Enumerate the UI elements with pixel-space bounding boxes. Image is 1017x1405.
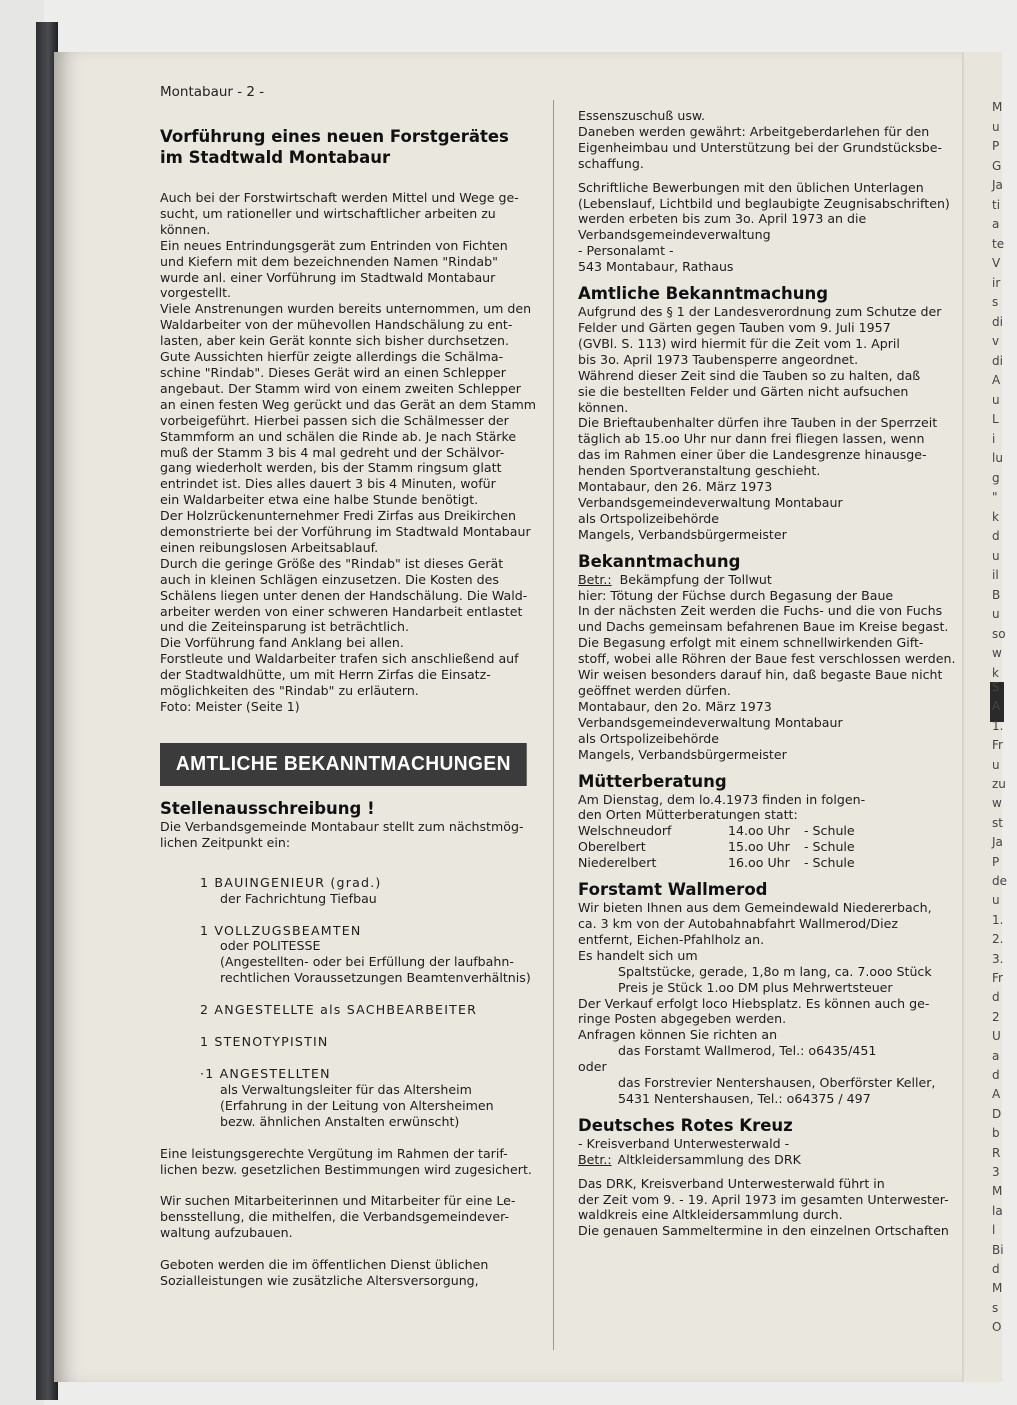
rt2-line-2: (Lebenslauf, Lichtbild und beglaubigte Zeugnisabschriften)	[578, 195, 950, 211]
forst-title: Forstamt Wallmerod	[578, 880, 768, 900]
drk-line-3: waldkreis eine Altkleidersammlung durch.	[578, 1207, 843, 1223]
bekannt-line: Montabaur, den 2o. März 1973	[578, 698, 772, 714]
article-line: ein Waldarbeiter etwa eine halbe Stunde benötigt.	[160, 492, 479, 508]
forst-line-3: entfernt, Eichen-Pfahlholz an.	[578, 931, 765, 947]
bekannt-line: stoff, wobei alle Röhren der Baue fest verschlossen werden.	[578, 651, 956, 667]
next-page-fragment: 1.	[992, 912, 1004, 927]
article-line: auch in kleinen Schlägen einzusetzen. Die Kosten des	[160, 571, 499, 587]
next-page-fragment: O	[992, 1320, 1002, 1335]
next-page-fragment: Bi	[992, 1242, 1004, 1257]
article-line: entrindet ist. Dies alles dauert 3 bis 4 Minuten, wofür	[160, 476, 496, 492]
position-3-title: 2 ANGESTELLTE als SACHBEARBEITER	[200, 1002, 478, 1018]
bekannt-body	[578, 603, 958, 714]
next-page-fragment: R	[992, 1145, 1001, 1160]
position-1-sub: der Fachrichtung Tiefbau	[220, 890, 377, 906]
next-page-fragment: s	[992, 295, 999, 309]
next-page-fragment: u	[992, 607, 1000, 621]
muetter-line-2: den Orten Mütterberatungen statt:	[578, 807, 798, 823]
schedule-time: 16.oo Uhr	[728, 855, 790, 871]
next-page-fragment: b	[992, 1126, 1000, 1141]
position-5-sub-3: bezw. ähnlichen Anstalten erwünscht)	[220, 1113, 460, 1129]
next-page-fragment: ti	[992, 197, 1001, 212]
next-page-fragment: 1.	[992, 718, 1004, 733]
next-page-fragment: s	[992, 1300, 999, 1315]
amtliche-body	[578, 304, 958, 495]
forst-line-1: Wir bieten Ihnen aus dem Gemeindewald Niedererbach,	[578, 900, 932, 916]
next-page-fragment: ir	[992, 275, 1001, 290]
next-page-fragment: u	[992, 392, 1000, 407]
bekannt-betr-text: Bekämpfung der Tollwut	[619, 571, 772, 587]
schedule-time: 14.oo Uhr	[728, 823, 790, 839]
next-page-fragment: a	[992, 217, 1000, 231]
article-line: Schälens liegen unter denen der Handschälung. Die Wald-	[160, 587, 528, 603]
position-5-sub-1: als Verwaltungsleiter für das Altersheim	[220, 1081, 472, 1097]
next-page-fragment: w	[992, 646, 1002, 660]
stellen-para2-line1: Wir suchen Mitarbeiterinnen und Mitarbeiter für eine Le-	[160, 1193, 516, 1209]
table-row	[578, 823, 855, 839]
bekannt-sign-1: Verbandsgemeindeverwaltung Montabaur	[578, 714, 843, 730]
next-page-fragment: 2	[992, 1009, 1000, 1024]
article-line: der Stadtwaldhütte, um mit Herrn Zirfas die Einsatz-	[160, 667, 491, 683]
amtliche-line: Während dieser Zeit sind die Tauben so zu halten, daß	[578, 367, 921, 383]
amtliche-sign-1: Verbandsgemeindeverwaltung Montabaur	[578, 494, 843, 510]
article-line: demonstrierte bei der Vorführung im Stadtwald Montabaur	[160, 524, 531, 540]
next-page-fragment: u	[992, 548, 1000, 563]
next-page-fragment: di	[992, 353, 1003, 368]
stellen-para2-line2: bensstellung, die mithelfen, die Verbandsgemeindever-	[160, 1209, 509, 1225]
next-page-fragment: V	[992, 256, 1001, 270]
amtliche-line: können.	[578, 399, 629, 415]
column-separator	[553, 100, 554, 1350]
next-page-fragment: A	[992, 1087, 1001, 1102]
article-line: vorgestellt.	[160, 285, 232, 301]
bekannt-line: In der nächsten Zeit werden die Fuchs- und die von Fuchs	[578, 603, 943, 619]
article-body	[160, 190, 546, 715]
next-page-fragment: P	[992, 139, 1000, 153]
bekannt-line: Wir weisen besonders darauf hin, daß begaste Baue nicht	[578, 667, 943, 683]
next-page-fragment: u	[992, 757, 1000, 772]
bekannt-line: geöffnet werden dürfen.	[578, 683, 731, 698]
next-page-fragment: d	[992, 1068, 1000, 1082]
next-page-fragment: di	[992, 314, 1003, 329]
table-row	[578, 839, 855, 855]
schedule-place: Welschneudorf	[578, 823, 672, 839]
next-page-fragment: 3	[992, 1165, 1000, 1179]
article-line: angebaut. Der Stamm wird von einem zweiten Schlepper	[160, 380, 521, 396]
section-banner: AMTLICHE BEKANNTMACHUNGEN	[160, 743, 527, 786]
article-line: Forstleute und Waldarbeiter trafen sich anschließend auf	[160, 651, 519, 667]
next-page-fragment: de	[992, 874, 1007, 888]
forst2-line-3: Anfragen können Sie richten an	[578, 1027, 778, 1043]
next-page-fragment: B	[992, 587, 1001, 602]
article-line: vorbeigeführt. Hierbei passen sich die Schälmesser der	[160, 412, 509, 428]
next-page-fragment: U	[992, 1029, 1001, 1044]
position-2	[200, 923, 546, 987]
next-page-fragment: G	[992, 158, 1002, 173]
stellen-para3-line2: Sozialleistungen wie zusätzliche Altersversorgung,	[160, 1273, 479, 1289]
schedule-what: - Schule	[804, 839, 855, 855]
stellen-para1-line1: Eine leistungsgerechte Vergütung im Rahmen der tarif-	[160, 1145, 508, 1161]
article-line: Die Vorführung fand Anklang bei allen.	[160, 635, 404, 651]
next-page-fragment: k	[992, 509, 999, 524]
next-page-fragment: lu	[992, 451, 1003, 465]
next-page-fragment: u	[992, 119, 1000, 134]
bekannt-title: Bekanntmachung	[578, 551, 741, 571]
position-4-title: 1 STENOTYPISTIN	[200, 1034, 329, 1050]
muetter-title: Mütterberatung	[578, 771, 727, 791]
position-2-sub-1: oder POLITESSE	[220, 938, 321, 954]
stellen-para2-line3: waltung aufzubauen.	[160, 1225, 293, 1241]
next-page-fragment: w	[992, 796, 1002, 811]
article-line: Foto: Meister (Seite 1)	[160, 699, 300, 714]
muetter-line-1: Am Dienstag, dem lo.4.1973 finden in folgen-	[578, 791, 866, 807]
schedule-what: - Schule	[804, 823, 855, 839]
next-page-fragment: d	[992, 990, 1000, 1005]
article-line: können.	[160, 221, 211, 237]
article-line: an einen festen Weg gerückt und das Gerät an dem Stamm	[160, 396, 537, 412]
schedule-time: 15.oo Uhr	[728, 839, 790, 855]
drk-betr-text: Altkleidersammlung des DRK	[617, 1151, 801, 1167]
article-line: schine "Rindab". Dieses Gerät wird an einen Schlepper	[160, 364, 506, 380]
stellen-intro-1: Die Verbandsgemeinde Montabaur stellt zum nächstmög-	[160, 818, 524, 834]
amtliche-sign-3: Mangels, Verbandsbürgermeister	[578, 526, 787, 542]
left-column	[160, 126, 546, 1289]
forst-addr-2a: das Forstrevier Nentershausen, Oberförster Keller,	[618, 1075, 936, 1091]
schedule-place: Oberelbert	[578, 839, 646, 855]
next-page-fragment: d	[992, 529, 1000, 543]
amtliche-line: Die Brieftaubenhalter dürfen ihre Tauben in der Sperrzeit	[578, 415, 938, 431]
rt-line-3: Eigenheimbau und Unterstützung bei der Grundstücksbe-	[578, 139, 942, 155]
article-line: wurde anl. einer Vorführung im Stadtwald Montabaur	[160, 269, 496, 285]
bekannt-sign-2: als Ortspolizeibehörde	[578, 730, 720, 746]
article-line: muß der Stamm 3 bis 4 mal gedreht und der Schälvor-	[160, 444, 505, 460]
drk-sub: - Kreisverband Unterwesterwald -	[578, 1135, 790, 1151]
amtliche-line: sie die bestellten Felder und Gärten nicht aufsuchen	[578, 383, 909, 399]
rt-addr-1: Verbandsgemeindeverwaltung	[578, 227, 771, 243]
position-1	[200, 875, 546, 907]
bekannt-betr-label: Betr.:	[578, 571, 612, 587]
drk-line-2: der Zeit vom 9. - 19. April 1973 im gesamten Unterwester-	[578, 1191, 949, 1207]
next-page-fragment: il	[992, 568, 999, 582]
next-page-fragment: Fr	[992, 738, 1003, 753]
article-line: Ein neues Entrindungsgerät zum Entrinden von Fichten	[160, 237, 508, 253]
article-line: und die Zeiteinsparung ist beträchtlich.	[160, 619, 409, 635]
next-page-fragment: Fr	[992, 971, 1003, 985]
muetter-schedule	[578, 823, 855, 871]
bekannt-betr	[578, 572, 958, 588]
article-title	[160, 126, 546, 168]
article-line: Auch bei der Forstwirtschaft werden Mittel und Wege ge-	[160, 190, 519, 205]
rt-addr-3: 543 Montabaur, Rathaus	[578, 259, 734, 275]
next-page-fragment: A	[992, 699, 1001, 714]
page-header: Montabaur - 2 -	[160, 84, 265, 100]
amtliche-line: Felder und Gärten gegen Tauben vom 9. Juli 1957	[578, 319, 891, 335]
rt2-line-3: werden erbeten bis zum 3o. April 1973 an die	[578, 211, 867, 227]
next-page-fragment: 3.	[992, 951, 1004, 966]
next-page-fragment: M	[992, 1281, 1003, 1296]
amtliche-sign-2: als Ortspolizeibehörde	[578, 510, 720, 526]
next-page-fragment: Ja	[992, 835, 1003, 850]
rt-line-4: schaffung.	[578, 155, 644, 171]
next-page-fragment: st	[992, 815, 1003, 830]
position-3	[200, 1002, 546, 1018]
position-5	[200, 1066, 546, 1130]
next-page-fragment: i	[992, 431, 996, 446]
stellen-title: Stellenausschreibung !	[160, 798, 375, 818]
position-2-sub-3: rechtlichen Voraussetzungen Beamtenverhältnis)	[220, 970, 531, 986]
article-line: einen reibungslosen Arbeitsablauf.	[160, 539, 379, 555]
next-page-edge	[962, 52, 1007, 1382]
position-4	[200, 1034, 546, 1050]
next-page-fragment: a	[992, 1048, 1000, 1063]
position-5-title: ·1 ANGESTELLTEN	[200, 1065, 331, 1081]
article-line: arbeiter werden von einer schweren Handarbeit entlastet	[160, 603, 523, 619]
drk-betr-label: Betr.:	[578, 1151, 612, 1167]
next-page-fragment: k	[992, 665, 999, 680]
forst-line-2: ca. 3 km von der Autobahnabfahrt Wallmerod/Diez	[578, 915, 898, 931]
forst-addr-2b: 5431 Nentershausen, Tel.: o64375 / 497	[618, 1090, 871, 1106]
position-1-title: 1 BAUINGENIEUR (grad.)	[200, 874, 382, 890]
next-page-fragment: g	[992, 470, 1000, 485]
article-line: Viele Anstrenungen wurden bereits unternommen, um den	[160, 301, 532, 317]
forst-oder: oder	[578, 1059, 607, 1075]
bekannt-sign-3: Mangels, Verbandsbürgermeister	[578, 746, 787, 762]
drk-line-4: Die genauen Sammeltermine in den einzelnen Ortschaften	[578, 1223, 949, 1239]
article-line: Stammform an und schälen die Rinde ab. Je nach Stärke	[160, 428, 517, 444]
table-row	[578, 855, 855, 871]
next-page-fragment: A	[992, 373, 1001, 387]
next-page-fragment: "	[992, 490, 998, 504]
article-line: und Kiefern mit dem bezeichnenden Namen "Rindab"	[160, 253, 498, 269]
forst-ind-2: Preis je Stück 1.oo DM plus Mehrwertsteuer	[618, 979, 893, 995]
schedule-what: - Schule	[804, 855, 855, 871]
position-2-sub-2: (Angestellten- oder bei Erfüllung der laufbahn-	[220, 954, 514, 970]
next-page-fragment: M	[992, 100, 1003, 114]
drk-betr	[578, 1152, 958, 1168]
stellen-intro-2: lichen Zeitpunkt ein:	[160, 834, 291, 850]
forst2-line-1: Der Verkauf erfolgt loco Hiebsplatz. Es können auch ge-	[578, 995, 930, 1011]
next-page-fragment: so	[992, 626, 1006, 641]
rt2-line-1: Schriftliche Bewerbungen mit den üblichen Unterlagen	[578, 179, 924, 195]
amtliche-line: das im Rahmen einer über die Landesgrenze hinausge-	[578, 447, 927, 463]
next-page-fragment: M	[992, 1184, 1003, 1199]
forst-ind-1: Spaltstücke, gerade, 1,8o m lang, ca. 7.ooo Stück	[618, 963, 932, 979]
position-5-sub-2: (Erfahrung in der Leitung von Altersheimen	[220, 1097, 494, 1113]
amtliche-line: henden Sportveranstaltung geschieht.	[578, 463, 821, 479]
schedule-place: Niederelbert	[578, 855, 657, 871]
position-2-title: 1 VOLLZUGSBEAMTEN	[200, 922, 362, 938]
forst-line-4: Es handelt sich um	[578, 947, 698, 963]
article-line: lasten, aber kein Gerät konnte sich bisher durchsetzen.	[160, 333, 510, 349]
forst2-line-2: ringe Posten abgegeben werden.	[578, 1011, 787, 1027]
forst-addr-1: das Forstamt Wallmerod, Tel.: o6435/451	[618, 1043, 877, 1059]
article-line: gang wiederholt werden, bis der Stamm ringsum glatt	[160, 460, 502, 476]
article-title-line-2: im Stadtwald Montabaur	[160, 148, 391, 167]
right-column	[578, 108, 958, 1239]
rt-addr-2: - Personalamt -	[578, 243, 674, 259]
article-line: sucht, um rationeller und wirtschaftlicher arbeiten zu	[160, 205, 496, 221]
next-page-fragment: S	[992, 680, 1000, 694]
next-page-fragment: u	[992, 893, 1000, 908]
article-title-line-1: Vorführung eines neuen Forstgerätes	[160, 127, 509, 146]
bekannt-line: und Dachs gemeinsam befahrenen Baue im Kreise begast.	[578, 619, 949, 635]
next-page-fragment: L	[992, 412, 999, 426]
rt-line-2: Daneben werden gewährt: Arbeitgeberdarlehen für den	[578, 123, 930, 139]
article-line: möglichkeiten des "Rindab" zu erläutern.	[160, 683, 419, 699]
stellen-para1-line2: lichen bezw. gesetzlichen Bestimmungen wird zugesichert.	[160, 1161, 532, 1177]
next-page-fragment: D	[992, 1106, 1002, 1121]
bekannt-line: Die Begasung erfolgt mit einem schnellwirkenden Gift-	[578, 635, 924, 651]
stellen-para3-line1: Geboten werden die im öffentlichen Dienst üblichen	[160, 1257, 489, 1273]
next-page-fragment: P	[992, 854, 1000, 869]
next-page-fragment: Ja	[992, 178, 1003, 192]
bekannt-hier: hier: Tötung der Füchse durch Begasung der Baue	[578, 587, 894, 603]
drk-title: Deutsches Rotes Kreuz	[578, 1115, 793, 1135]
next-page-fragment: zu	[992, 777, 1006, 791]
article-line: Der Holzrückenunternehmer Fredi Zirfas aus Dreikirchen	[160, 508, 517, 524]
amtliche-line: Aufgrund des § 1 der Landesverordnung zum Schutze der	[578, 304, 942, 320]
next-page-fragment: d	[992, 1262, 1000, 1276]
article-line: Waldarbeiter von der mühevollen Handschälung zu ent-	[160, 317, 513, 333]
rt-line-1: Essenszuschuß usw.	[578, 108, 706, 123]
next-page-fragment: l	[992, 1223, 996, 1238]
next-page-fragment: v	[992, 334, 1000, 348]
amtliche-line: bis 3o. April 1973 Taubensperre angeordnet.	[578, 351, 859, 367]
next-page-fragment: la	[992, 1203, 1003, 1218]
drk-line-1: Das DRK, Kreisverband Unterwesterwald führt in	[578, 1175, 885, 1191]
amtliche-title: Amtliche Bekanntmachung	[578, 284, 829, 304]
amtliche-line: (GVBl. S. 113) wird hiermit für die Zeit vom 1. April	[578, 335, 900, 351]
article-line: Durch die geringe Größe des "Rindab" ist dieses Gerät	[160, 555, 504, 571]
amtliche-line: Montabaur, den 26. März 1973	[578, 479, 773, 495]
next-page-fragment: 2.	[992, 932, 1004, 947]
amtliche-line: täglich ab 15.oo Uhr nur dann frei fliegen lassen, wenn	[578, 431, 925, 447]
next-page-fragment: te	[992, 236, 1005, 251]
article-line: Gute Aussichten hierfür zeigte allerdings die Schälma-	[160, 349, 504, 365]
